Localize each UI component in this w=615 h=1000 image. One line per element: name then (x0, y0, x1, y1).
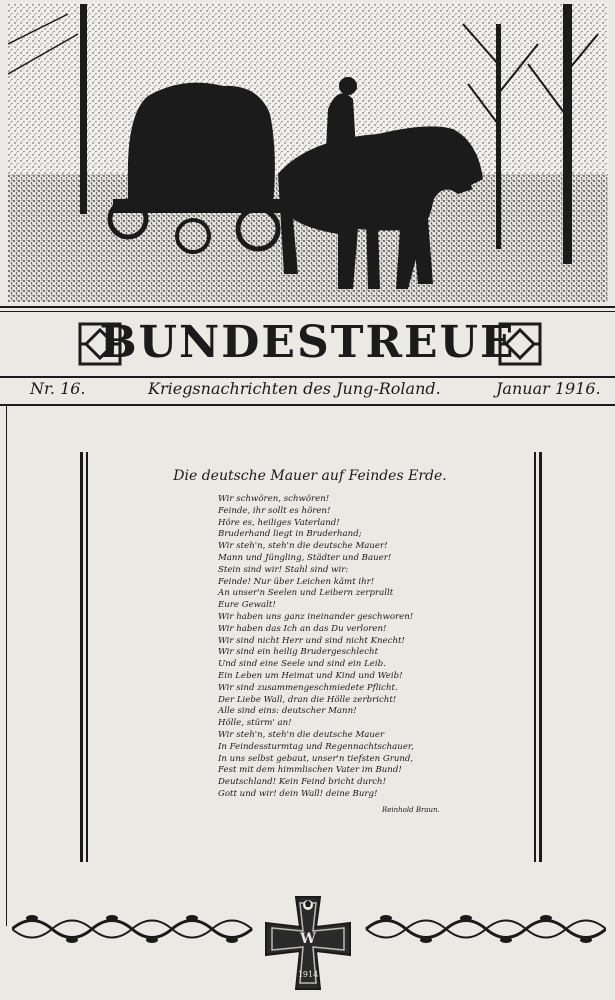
issue-date: Januar 1916. (496, 379, 601, 398)
poem-line: Deutschland! Kein Feind bricht durch! (218, 777, 387, 788)
poem-line: In Feindessturmtag und Regennachtschauer, (218, 741, 414, 752)
poem-line: Feinde! Nur über Leichen kämt ihr! (218, 576, 375, 587)
poem-line: Stein sind wir! Stahl sind wir: (218, 564, 349, 575)
poem-line: Bruderhand liegt in Bruderhand; (218, 529, 362, 540)
poem-line: Und sind eine Seele und sind ein Leib. (218, 659, 386, 670)
issue-number: Nr. 16. (30, 379, 86, 398)
winter-scene-image (8, 4, 608, 302)
wagon-illustration (8, 4, 608, 302)
poem-line: Fest mit dem himmlischen Vater im Bund! (218, 765, 402, 776)
poem-line: Ein Leben um Heimat und Kind und Weib! (218, 670, 403, 681)
top-rule (0, 306, 615, 308)
cross-monogram: W (300, 931, 316, 947)
frame-left-line-2 (86, 452, 88, 862)
poem-line: Eure Gewalt! (218, 600, 276, 611)
poem-line: An unser'n Seelen und Leibern zerprallt (218, 588, 394, 599)
frame-right-line-2 (539, 452, 542, 862)
frame-right-line (534, 452, 536, 862)
masthead-rule-bottom (0, 404, 615, 406)
poem-line: Der Liebe Wall, dran die Hölle zerbricht! (218, 694, 397, 705)
poem-line: Gott und wir! dein Wall! deine Burg! (218, 788, 378, 799)
poem-line: Feinde, ihr sollt es hören! (218, 505, 331, 516)
subtitle: Kriegsnachrichten des Jung-Roland. (148, 379, 441, 398)
poem-author: Reinhold Braun. (382, 806, 440, 814)
poem-body (218, 494, 448, 801)
poem-title: Die deutsche Mauer auf Feindes Erde. (173, 468, 447, 484)
poem-line: Mann und Jüngling, Städter und Bauer! (218, 552, 392, 563)
page-left-edge-line (6, 406, 7, 926)
poem-line: Wir sind nicht Herr und sind nicht Knecht! (218, 635, 405, 646)
frame-left-line (80, 452, 83, 862)
poem-line: Hölle, stürm' an! (218, 718, 292, 729)
iron-cross-emblem-icon (262, 893, 354, 993)
poem-line: Wir sind ein heilig Brudergeschlecht (218, 647, 379, 658)
masthead-subtitle-row (0, 374, 615, 404)
masthead-title: BUNDESTREUE (99, 317, 516, 368)
poem-line: Höre es, heiliges Vaterland! (218, 517, 340, 528)
poem-line: Wir sind zusammengeschmiedete Pflicht. (218, 682, 398, 693)
poem-line: Wir haben das Ich an das Du verloren! (218, 623, 387, 634)
cross-year: 1914 (297, 970, 319, 979)
poem-line: Wir steh'n, steh'n die deutsche Mauer! (218, 541, 388, 552)
poem-line: Wir schwören, schwören! (218, 494, 330, 504)
poem-line: In uns selbst gebaut, unser'n tiefsten Grund, (218, 753, 414, 764)
poem-line: Wir haben uns ganz ineinander geschworen! (218, 611, 414, 622)
poem-line: Alle sind eins: deutscher Mann! (218, 706, 357, 717)
poem-line: Wir steh'n, steh'n die deutsche Mauer (218, 729, 385, 740)
